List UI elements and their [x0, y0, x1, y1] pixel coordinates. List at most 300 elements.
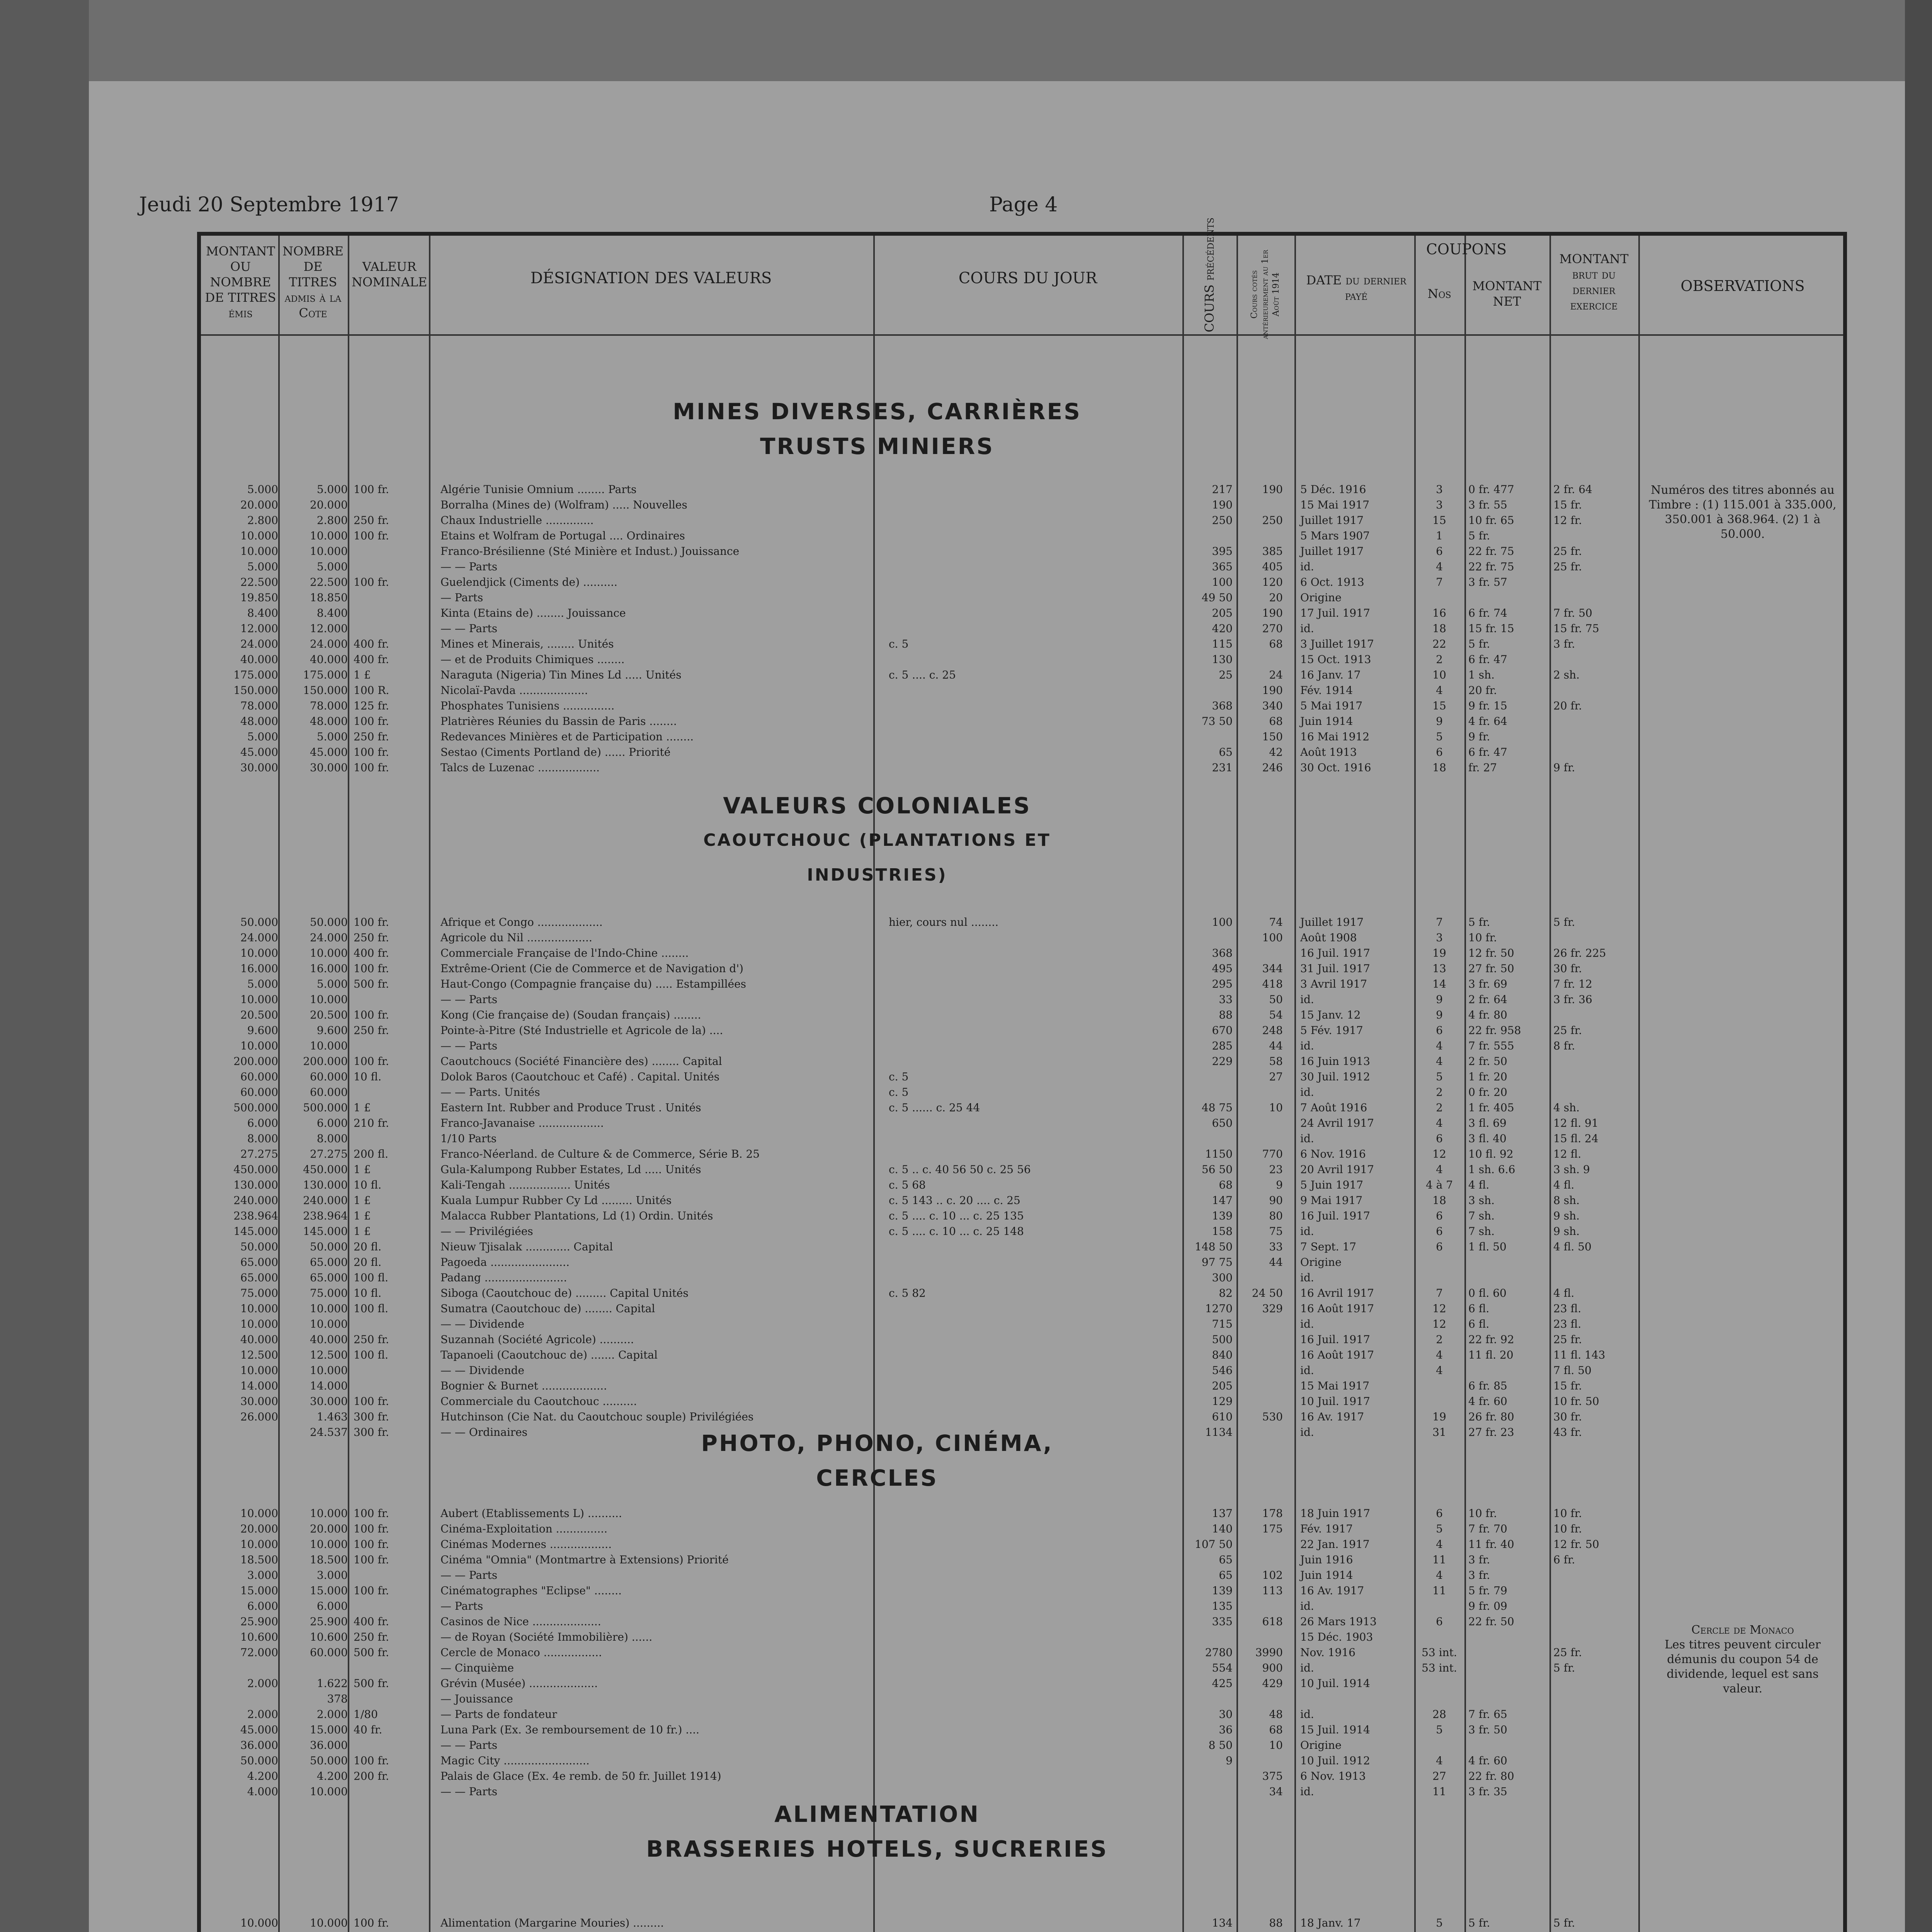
date-paye-cell: Juillet 1917 — [1300, 916, 1364, 929]
date-paye-cell: 10 Juil. 1914 — [1300, 1677, 1370, 1690]
cours-precedent-cell: 840 — [1212, 1349, 1233, 1361]
designation-cell: Cinématographes "Eclipse" ........ — [440, 1584, 622, 1597]
cours-precedent-cell: 715 — [1212, 1318, 1233, 1330]
designation-cell: — — Privilégiées — [440, 1225, 533, 1238]
table-row — [201, 483, 1843, 496]
coupon-number-cell: 16 — [1432, 607, 1446, 619]
designation-cell: Redevances Minières et de Participation ........ — [440, 730, 694, 743]
montant-net-cell: 22 fr. 75 — [1468, 560, 1514, 573]
table-row — [201, 653, 1843, 666]
table-row — [201, 978, 1843, 991]
nombre-cell: 16.000 — [310, 962, 348, 975]
date-paye-cell: 7 Sept. 17 — [1300, 1240, 1357, 1253]
table-row — [201, 1318, 1843, 1331]
montant-brut-cell: 4 sh. — [1553, 1101, 1580, 1114]
cours-precedent-cell: 88 — [1219, 1009, 1233, 1021]
nombre-cell: 10.000 — [310, 1318, 348, 1330]
table-row — [201, 1055, 1843, 1068]
observation-monaco — [1646, 1623, 1839, 1696]
designation-cell: Franco-Brésilienne (Sté Minière et Indust.) Jouissance — [440, 545, 740, 558]
table-row — [201, 1209, 1843, 1223]
cours-anterieur-cell: 250 — [1262, 514, 1283, 527]
cours-anterieur-cell: 27 — [1269, 1070, 1283, 1083]
designation-cell: Sumatra (Caoutchouc de) ........ Capital — [440, 1302, 655, 1315]
montant-brut-cell: 8 sh. — [1553, 1194, 1580, 1207]
cours-jour-cell: c. 5 .. c. 40 56 50 c. 25 56 — [889, 1163, 1031, 1176]
valeur-cell: 20 fl. — [354, 1240, 382, 1253]
montant-net-cell: 26 fr. 80 — [1468, 1410, 1514, 1423]
date-paye-cell: 16 Mai 1912 — [1300, 730, 1370, 743]
montant-cell: 3.000 — [247, 1569, 278, 1582]
cours-precedent-cell: 395 — [1212, 545, 1233, 558]
montant-net-cell: 4 fr. 60 — [1468, 1754, 1507, 1767]
valeur-cell: 100 fr. — [354, 1538, 389, 1551]
montant-net-cell: 1 sh. — [1468, 668, 1495, 681]
table-row — [201, 1507, 1843, 1520]
date-paye-cell: 15 Mai 1917 — [1300, 498, 1370, 511]
nombre-cell: 2.000 — [316, 1708, 348, 1721]
montant-net-cell: 10 fl. 92 — [1468, 1148, 1514, 1160]
valeur-cell: 1 £ — [354, 668, 371, 681]
table-row — [201, 498, 1843, 512]
cours-anterieur-cell: 113 — [1262, 1584, 1283, 1597]
cours-precedent-cell: 425 — [1212, 1677, 1233, 1690]
montant-cell: 9.600 — [247, 1024, 278, 1037]
cours-precedent-cell: 546 — [1212, 1364, 1233, 1377]
cours-precedent-cell: 130 — [1212, 653, 1233, 666]
montant-net-cell: 4 fr. 80 — [1468, 1009, 1507, 1021]
montant-net-cell: 4 fr. 64 — [1468, 715, 1507, 728]
cours-precedent-cell: 420 — [1212, 622, 1233, 635]
valeur-cell: 1/80 — [354, 1708, 378, 1721]
coupon-number-cell: 6 — [1436, 545, 1443, 558]
section-subtitle: CAOUTCHOUC (PLANTATIONS ET INDUSTRIES) — [703, 830, 1051, 885]
designation-cell: — de Royan (Société Immobilière) ...... — [440, 1631, 653, 1643]
cours-anterieur-cell: 120 — [1262, 576, 1283, 588]
scan-right-edge — [1905, 0, 1932, 1932]
date-paye-cell: 16 Juil. 1917 — [1300, 947, 1370, 959]
table-row — [201, 1379, 1843, 1393]
nombre-cell: 45.000 — [310, 746, 348, 759]
cours-precedent-cell: 495 — [1212, 962, 1233, 975]
nombre-cell: 24.000 — [310, 931, 348, 944]
date-paye-cell: id. — [1300, 1426, 1314, 1439]
montant-brut-cell: 26 fr. 225 — [1553, 947, 1606, 959]
nombre-cell: 30.000 — [310, 761, 348, 774]
table-row — [201, 699, 1843, 713]
montant-brut-cell: 5 fr. — [1553, 1662, 1575, 1674]
date-paye-cell: id. — [1300, 622, 1314, 635]
table-row — [201, 1646, 1843, 1659]
cours-precedent-cell: 335 — [1212, 1615, 1233, 1628]
designation-cell: Padang ........................ — [440, 1271, 567, 1284]
montant-cell: 10.600 — [240, 1631, 278, 1643]
cours-anterieur-cell: 340 — [1262, 699, 1283, 712]
montant-brut-cell: 12 fr. — [1553, 514, 1582, 527]
montant-brut-cell: 5 fr. — [1553, 1917, 1575, 1929]
date-paye-cell: id. — [1300, 1271, 1314, 1284]
nombre-cell: 5.000 — [316, 978, 348, 990]
montant-net-cell: 0 fr. 20 — [1468, 1086, 1507, 1099]
date-paye-cell: 31 Juil. 1917 — [1300, 962, 1370, 975]
cours-anterieur-cell: 44 — [1269, 1256, 1283, 1269]
cours-anterieur-cell: 344 — [1262, 962, 1283, 975]
montant-net-cell: 10 fr. — [1468, 931, 1497, 944]
table-row — [201, 1194, 1843, 1207]
valeur-cell: 250 fr. — [354, 730, 389, 743]
coupon-number-cell: 4 — [1436, 1349, 1443, 1361]
valeur-cell: 100 fr. — [354, 483, 389, 496]
coupon-number-cell: 2 — [1436, 1101, 1443, 1114]
table-row — [201, 1070, 1843, 1083]
nombre-cell: 238.964 — [303, 1209, 348, 1222]
designation-cell: — Parts — [440, 1600, 483, 1612]
cours-precedent-cell: 56 50 — [1201, 1163, 1233, 1176]
valeur-cell: 210 fr. — [354, 1117, 389, 1129]
nombre-cell: 6.000 — [316, 1600, 348, 1612]
valeur-cell: 10 fl. — [354, 1179, 382, 1191]
montant-net-cell: 7 fr. 65 — [1468, 1708, 1507, 1721]
designation-cell: Tapanoeli (Caoutchouc de) ....... Capital — [440, 1349, 658, 1361]
montant-brut-cell: 15 fr. 75 — [1553, 622, 1599, 635]
date-paye-cell: Origine — [1300, 1256, 1342, 1269]
designation-cell: Gula-Kalumpong Rubber Estates, Ld ..... Unités — [440, 1163, 701, 1176]
coupon-number-cell: 6 — [1436, 1132, 1443, 1145]
montant-cell: 14.000 — [240, 1379, 278, 1392]
cours-anterieur-cell: 248 — [1262, 1024, 1283, 1037]
coupon-number-cell: 7 — [1436, 916, 1443, 929]
nombre-cell: 10.000 — [310, 1302, 348, 1315]
designation-cell: — — Parts — [440, 1039, 498, 1052]
cours-precedent-cell: 554 — [1212, 1662, 1233, 1674]
designation-cell: Malacca Rubber Plantations, Ld (1) Ordin. Unités — [440, 1209, 713, 1222]
valeur-cell: 125 fr. — [354, 699, 389, 712]
montant-net-cell: 27 fr. 50 — [1468, 962, 1514, 975]
table-row — [201, 1708, 1843, 1721]
cours-precedent-cell: 135 — [1212, 1600, 1233, 1612]
coupon-number-cell: 5 — [1436, 1723, 1443, 1736]
nombre-cell: 14.000 — [310, 1379, 348, 1392]
cours-precedent-cell: 368 — [1212, 947, 1233, 959]
cours-precedent-cell: 148 50 — [1195, 1240, 1233, 1253]
valeur-cell: 200 fr. — [354, 1770, 389, 1782]
designation-cell: — et de Produits Chimiques ........ — [440, 653, 625, 666]
montant-cell: 50.000 — [240, 1754, 278, 1767]
designation-cell: Afrique et Congo ................... — [440, 916, 603, 929]
designation-cell: Siboga (Caoutchouc de) ......... Capital Unités — [440, 1287, 689, 1299]
cours-anterieur-cell: 190 — [1262, 684, 1283, 697]
coupon-number-cell: 7 — [1436, 576, 1443, 588]
date-paye-cell: id. — [1300, 1364, 1314, 1377]
montant-cell: 50.000 — [240, 916, 278, 929]
cours-anterieur-cell: 9 — [1276, 1179, 1283, 1191]
montant-net-cell: 1 fl. 50 — [1468, 1240, 1507, 1253]
table-row — [201, 1410, 1843, 1423]
table-row — [201, 1677, 1843, 1690]
col-header-brut: MONTANT brut du dernier exercice — [1559, 252, 1629, 313]
designation-cell: Etains et Wolfram de Portugal .... Ordinaires — [440, 529, 685, 542]
designation-cell: Alimentation (Margarine Mouries) ......... — [440, 1917, 664, 1929]
montant-net-cell: 22 fr. 80 — [1468, 1770, 1514, 1782]
montant-brut-cell: 15 fr. — [1553, 498, 1582, 511]
table-row — [201, 1522, 1843, 1536]
montant-cell: 8.400 — [247, 607, 278, 619]
montant-cell: 65.000 — [240, 1256, 278, 1269]
coupon-number-cell: 18 — [1432, 761, 1446, 774]
cours-precedent-cell: 9 — [1226, 1754, 1233, 1767]
coupon-number-cell: 18 — [1432, 1194, 1446, 1207]
table-row — [201, 638, 1843, 651]
montant-net-cell: 5 fr. — [1468, 529, 1490, 542]
montant-net-cell: 3 fl. 40 — [1468, 1132, 1507, 1145]
cours-precedent-cell: 295 — [1212, 978, 1233, 990]
table-row — [201, 1349, 1843, 1362]
valeur-cell: 40 fr. — [354, 1723, 383, 1736]
valeur-cell: 1 £ — [354, 1225, 371, 1238]
observation-title: Cercle de Monaco — [1691, 1623, 1794, 1637]
montant-cell: 30.000 — [240, 761, 278, 774]
designation-cell: Mines et Minerais, ........ Unités — [440, 638, 614, 650]
cours-precedent-cell: 500 — [1212, 1333, 1233, 1346]
montant-cell: 15.000 — [240, 1584, 278, 1597]
table-row — [201, 1009, 1843, 1022]
montant-cell: 145.000 — [233, 1225, 278, 1238]
montant-net-cell: 6 fr. 47 — [1468, 746, 1507, 759]
montant-net-cell: 6 fr. 85 — [1468, 1379, 1507, 1392]
date-paye-cell: 6 Nov. 1916 — [1300, 1148, 1366, 1160]
cours-precedent-cell: 205 — [1212, 1379, 1233, 1392]
montant-net-cell: 22 fr. 50 — [1468, 1615, 1514, 1628]
date-paye-cell: id. — [1300, 993, 1314, 1006]
montant-net-cell: 22 fr. 92 — [1468, 1333, 1514, 1346]
valeur-cell: 100 fr. — [354, 962, 389, 975]
designation-cell: Grévin (Musée) .................... — [440, 1677, 598, 1690]
cours-anterieur-cell: 178 — [1262, 1507, 1283, 1520]
table-row — [201, 1364, 1843, 1377]
table-row — [201, 947, 1843, 960]
nombre-cell: 18.850 — [310, 591, 348, 604]
valeur-cell: 10 fl. — [354, 1287, 382, 1299]
table-row — [201, 1039, 1843, 1053]
cours-precedent-cell: 140 — [1212, 1522, 1233, 1535]
coupon-number-cell: 2 — [1436, 1333, 1443, 1346]
montant-net-cell: 11 fl. 20 — [1468, 1349, 1514, 1361]
nombre-cell: 10.000 — [310, 1917, 348, 1929]
coupon-number-cell: 4 — [1436, 1117, 1443, 1129]
table-row — [201, 761, 1843, 774]
coupon-number-cell: 28 — [1432, 1708, 1446, 1721]
valeur-cell: 100 fr. — [354, 761, 389, 774]
montant-net-cell: 3 fr. 35 — [1468, 1785, 1507, 1798]
nombre-cell: 50.000 — [310, 1240, 348, 1253]
nombre-cell: 10.000 — [310, 1364, 348, 1377]
montant-net-cell: 1 fr. 405 — [1468, 1101, 1514, 1114]
cours-anterieur-cell: 770 — [1262, 1148, 1283, 1160]
montant-brut-cell: 15 fr. — [1553, 1379, 1582, 1392]
valeur-cell: 100 fr. — [354, 576, 389, 588]
valeur-cell: 100 fr. — [354, 746, 389, 759]
montant-net-cell: 4 fr. 60 — [1468, 1395, 1507, 1408]
date-paye-cell: id. — [1300, 1132, 1314, 1145]
montant-brut-cell: 2 sh. — [1553, 668, 1580, 681]
montant-net-cell: 2 fr. 64 — [1468, 993, 1507, 1006]
cours-jour-cell: c. 5 82 — [889, 1287, 926, 1299]
montant-cell: 10.000 — [240, 1302, 278, 1315]
montant-cell: 5.000 — [247, 560, 278, 573]
table-row — [201, 514, 1843, 527]
nombre-cell: 8.000 — [316, 1132, 348, 1145]
date-paye-cell: 20 Avril 1917 — [1300, 1163, 1374, 1176]
date-paye-cell: 15 Juil. 1914 — [1300, 1723, 1370, 1736]
montant-net-cell: 7 fr. 555 — [1468, 1039, 1514, 1052]
designation-cell: Naraguta (Nigeria) Tin Mines Ld ..... Unités — [440, 668, 682, 681]
section-subtitle: TRUSTS MINIERS — [760, 433, 995, 459]
cours-precedent-cell: 300 — [1212, 1271, 1233, 1284]
col-header-cours-anterieurs: Cours cotés antérieurement au 1er Août 1914 — [1250, 250, 1281, 339]
cours-jour-cell: c. 5 .... c. 10 ... c. 25 148 — [889, 1225, 1024, 1238]
montant-net-cell: 2 fr. 50 — [1468, 1055, 1507, 1068]
montant-net-cell: fr. 27 — [1468, 761, 1497, 774]
table-row — [201, 1723, 1843, 1736]
montant-net-cell: 0 fl. 60 — [1468, 1287, 1507, 1299]
col-header-numero: Nos — [1427, 286, 1451, 301]
valeur-cell: 100 fr. — [354, 715, 389, 728]
coupon-number-cell: 12 — [1432, 1148, 1446, 1160]
coupon-number-cell: 4 — [1436, 684, 1443, 697]
nombre-cell: 36.000 — [310, 1739, 348, 1752]
coupon-number-cell: 6 — [1436, 1507, 1443, 1520]
nombre-cell: 30.000 — [310, 1395, 348, 1408]
valeur-cell: 100 fl. — [354, 1271, 388, 1284]
montant-brut-cell: 25 fr. — [1553, 1024, 1582, 1037]
valeur-cell: 20 fl. — [354, 1256, 382, 1269]
valeur-cell: 100 fr. — [354, 1507, 389, 1520]
date-paye-cell: 18 Janv. 17 — [1300, 1917, 1361, 1929]
montant-net-cell: 20 fr. — [1468, 684, 1497, 697]
designation-cell: Franco-Javanaise ................... — [440, 1117, 604, 1129]
nombre-cell: 24.000 — [310, 638, 348, 650]
cours-anterieur-cell: 74 — [1269, 916, 1283, 929]
designation-cell: — — Parts — [440, 1739, 498, 1752]
valeur-cell: 400 fr. — [354, 653, 389, 666]
coupon-number-cell: 3 — [1436, 498, 1443, 511]
cours-anterieur-cell: 190 — [1262, 607, 1283, 619]
page-number: Page 4 — [989, 193, 1058, 216]
montant-cell: 5.000 — [247, 483, 278, 496]
table-row — [201, 607, 1843, 620]
designation-cell: Casinos de Nice .................... — [440, 1615, 601, 1628]
nombre-cell: 175.000 — [303, 668, 348, 681]
cours-precedent-cell: 250 — [1212, 514, 1233, 527]
montant-brut-cell: 43 fr. — [1553, 1426, 1582, 1439]
montant-brut-cell: 12 fr. 50 — [1553, 1538, 1599, 1551]
table-row — [201, 1148, 1843, 1161]
date-paye-cell: Juin 1914 — [1300, 1569, 1353, 1582]
date-paye-cell: id. — [1300, 560, 1314, 573]
valeur-cell: 100 R. — [354, 684, 389, 697]
table-row — [201, 622, 1843, 635]
table-row — [201, 576, 1843, 589]
date-paye-cell: 16 Av. 1917 — [1300, 1410, 1364, 1423]
table-row — [201, 545, 1843, 558]
cours-anterieur-cell: 48 — [1269, 1708, 1283, 1721]
cours-precedent-cell: 100 — [1212, 576, 1233, 588]
montant-cell: 72.000 — [240, 1646, 278, 1659]
date-paye-cell: 3 Juillet 1917 — [1300, 638, 1374, 650]
date-paye-cell: 15 Déc. 1903 — [1300, 1631, 1373, 1643]
coupon-number-cell: 6 — [1436, 1615, 1443, 1628]
montant-cell: 200.000 — [233, 1055, 278, 1068]
cours-anterieur-cell: 54 — [1269, 1009, 1283, 1021]
designation-cell: Eastern Int. Rubber and Produce Trust . Unités — [440, 1101, 701, 1114]
montant-cell: 24.000 — [240, 638, 278, 650]
cours-jour-cell: c. 5 — [889, 1070, 909, 1083]
designation-cell: Cinémas Modernes .................. — [440, 1538, 612, 1551]
cours-anterieur-cell: 190 — [1262, 483, 1283, 496]
valeur-cell: 500 fr. — [354, 1646, 389, 1659]
montant-cell: 10.000 — [240, 1039, 278, 1052]
cours-anterieur-cell: 405 — [1262, 560, 1283, 573]
date-paye-cell: 22 Jan. 1917 — [1300, 1538, 1370, 1551]
cours-anterieur-cell: 102 — [1262, 1569, 1283, 1582]
coupon-number-cell: 19 — [1432, 1410, 1446, 1423]
date-paye-cell: Août 1908 — [1300, 931, 1357, 944]
montant-cell: 5.000 — [247, 978, 278, 990]
designation-cell: Algérie Tunisie Omnium ........ Parts — [440, 483, 637, 496]
nombre-cell: 12.000 — [310, 622, 348, 635]
cours-anterieur-cell: 375 — [1262, 1770, 1283, 1782]
designation-cell: Kinta (Etains de) ........ Jouissance — [440, 607, 626, 619]
coupon-number-cell: 53 int. — [1422, 1662, 1457, 1674]
coupon-number-cell: 15 — [1432, 699, 1446, 712]
nombre-cell: 27.275 — [310, 1148, 348, 1160]
cours-anterieur-cell: 385 — [1262, 545, 1283, 558]
coupon-number-cell: 9 — [1436, 715, 1443, 728]
montant-net-cell: 10 fr. — [1468, 1507, 1497, 1520]
montant-cell: 2.000 — [247, 1708, 278, 1721]
montant-brut-cell: 15 fl. 24 — [1553, 1132, 1599, 1145]
designation-cell: — — Dividende — [440, 1364, 524, 1377]
cours-jour-cell: c. 5 — [889, 638, 909, 650]
coupon-number-cell: 11 — [1432, 1553, 1446, 1566]
coupon-number-cell: 2 — [1436, 1086, 1443, 1099]
col-header-coupons: COUPONS — [1426, 241, 1507, 258]
cours-anterieur-cell: 68 — [1269, 1723, 1283, 1736]
cours-anterieur-cell: 10 — [1269, 1739, 1283, 1752]
valeur-cell: 500 fr. — [354, 1677, 389, 1690]
cours-anterieur-cell: 90 — [1269, 1194, 1283, 1207]
table-row — [201, 1086, 1843, 1099]
valeur-cell: 10 fl. — [354, 1070, 382, 1083]
montant-brut-cell: 6 fr. — [1553, 1553, 1575, 1566]
date-paye-cell: 26 Mars 1913 — [1300, 1615, 1377, 1628]
montant-brut-cell: 8 fr. — [1553, 1039, 1575, 1052]
cours-precedent-cell: 48 75 — [1201, 1101, 1233, 1114]
valeur-cell: 200 fl. — [354, 1148, 388, 1160]
designation-cell: Haut-Congo (Compagnie française du) ..... Estampillées — [440, 978, 747, 990]
cours-precedent-cell: 129 — [1212, 1395, 1233, 1408]
date-paye-cell: 30 Oct. 1916 — [1300, 761, 1371, 774]
nombre-cell: 15.000 — [310, 1584, 348, 1597]
nombre-cell: 24.537 — [310, 1426, 348, 1439]
table-row — [201, 746, 1843, 759]
col-header-observations: OBSERVATIONS — [1680, 277, 1805, 294]
montant-brut-cell: 9 sh. — [1553, 1225, 1580, 1238]
coupon-number-cell: 5 — [1436, 1522, 1443, 1535]
date-paye-cell: id. — [1300, 1600, 1314, 1612]
montant-net-cell: 3 fr. 57 — [1468, 576, 1507, 588]
montant-net-cell: 12 fr. 50 — [1468, 947, 1514, 959]
